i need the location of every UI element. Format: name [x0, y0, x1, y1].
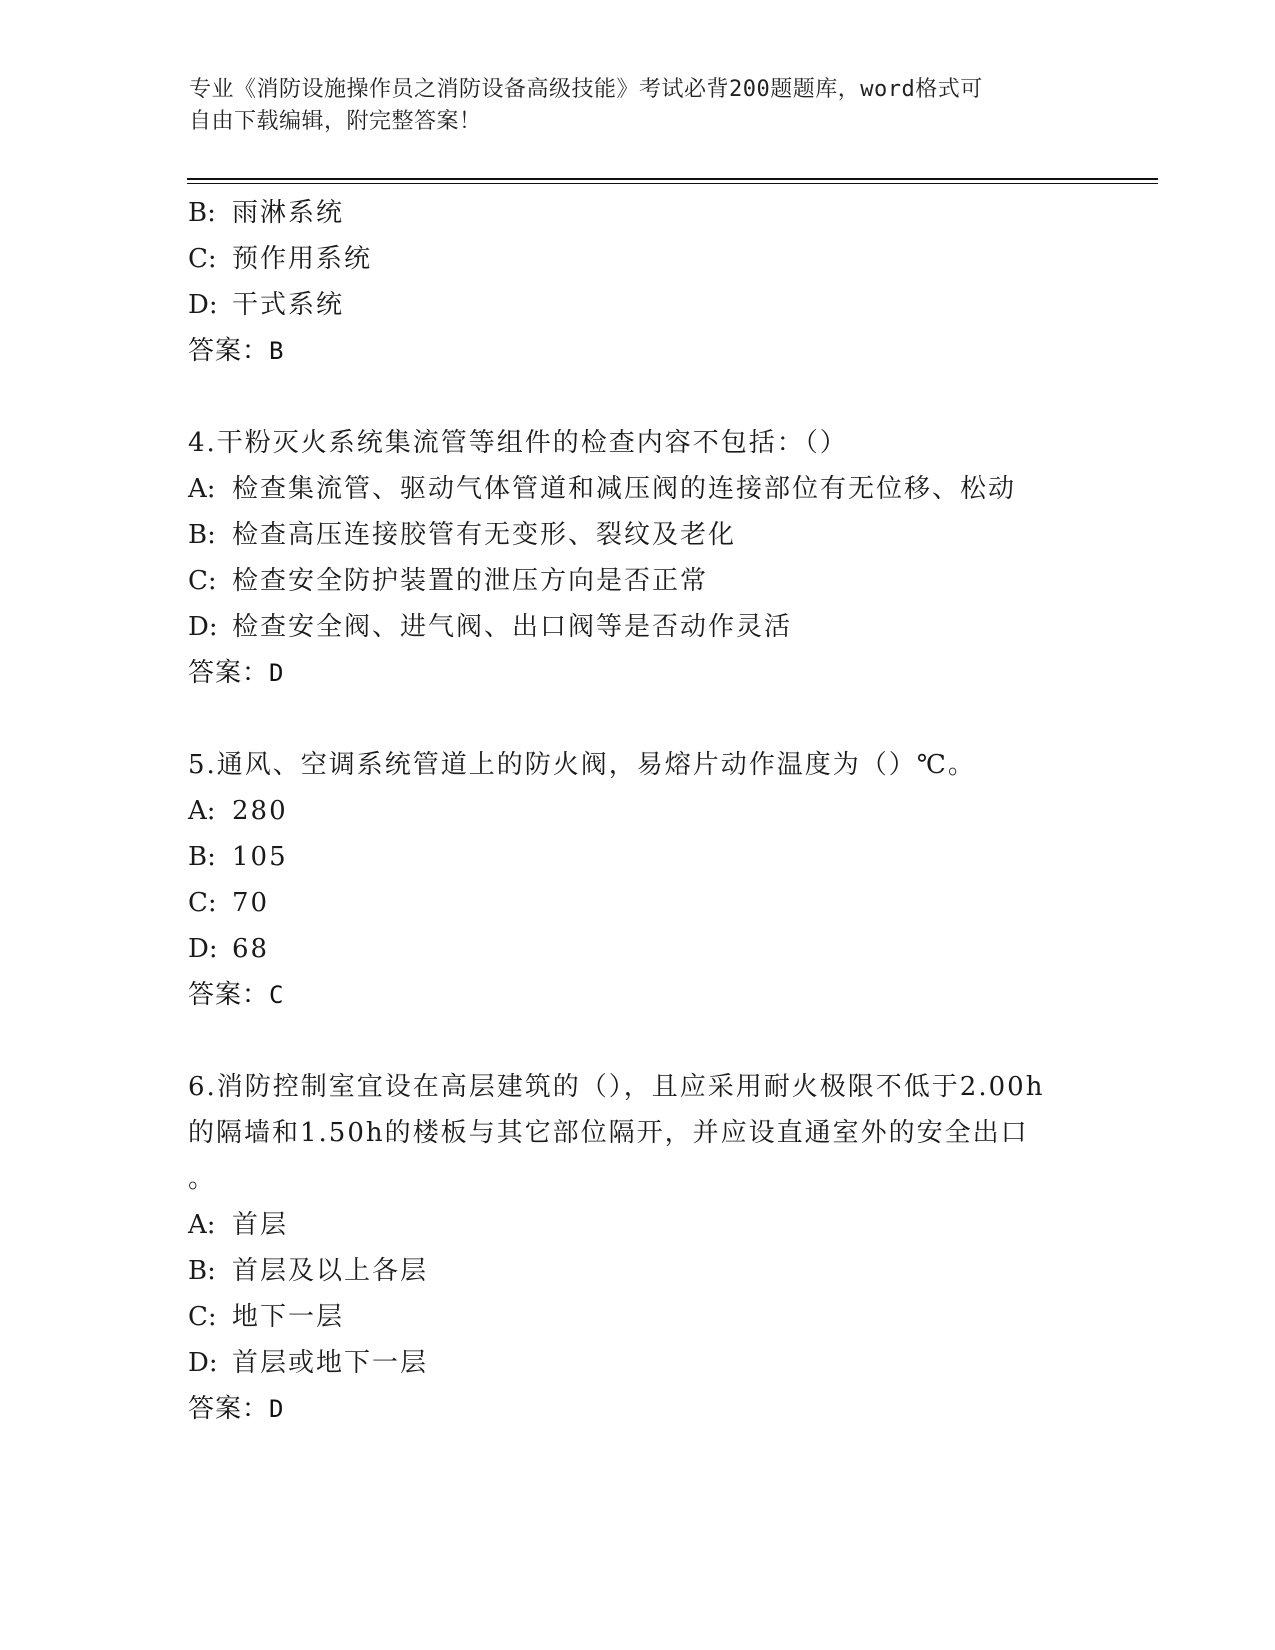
question-6	[188, 1064, 1188, 1432]
question-stem-line-1: 6.消防控制室宜设在高层建筑的（），且应采用耐火极限不低于2.00h	[188, 1072, 1045, 1102]
option-key: D:	[188, 290, 218, 320]
option-key: A:	[188, 1210, 216, 1240]
option-text: 首层或地下一层	[232, 1348, 429, 1378]
question-5	[188, 742, 1188, 1018]
option-text: 预作用系统	[232, 244, 373, 274]
option-c	[188, 1294, 1188, 1340]
answer-label: 答案：	[188, 336, 270, 366]
option-b	[188, 1248, 1188, 1294]
answer-line	[188, 328, 1188, 374]
question-gap	[188, 696, 1188, 742]
option-text: 干式系统	[232, 290, 345, 320]
header-divider-thin	[187, 183, 1158, 184]
option-key: B:	[188, 520, 216, 550]
question-gap	[188, 1018, 1188, 1064]
option-key: C:	[188, 888, 217, 918]
option-key: B:	[188, 1256, 216, 1286]
answer-value: D	[269, 659, 285, 687]
header-line-2: 自由下载编辑，附完整答案！	[189, 109, 482, 134]
option-text: 首层	[232, 1210, 289, 1240]
option-text: 检查集流管、驱动气体管道和减压阀的连接部位有无位移、松动	[232, 474, 1017, 504]
option-c	[188, 880, 1188, 926]
option-d	[188, 282, 1188, 328]
option-d	[188, 1340, 1188, 1386]
option-text: 检查安全阀、进气阀、出口阀等是否动作灵活	[232, 612, 793, 642]
option-d	[188, 604, 1188, 650]
option-a	[188, 1202, 1188, 1248]
answer-label: 答案：	[188, 980, 270, 1010]
header-divider-thick	[187, 178, 1158, 180]
question-stem-line-2: 的隔墙和1.50h的楼板与其它部位隔开，并应设直通室外的安全出口	[188, 1118, 1029, 1148]
option-key: A:	[188, 796, 216, 826]
answer-label: 答案：	[188, 1394, 270, 1424]
option-b	[188, 512, 1188, 558]
answer-value: D	[269, 1395, 285, 1423]
document-header	[189, 74, 1069, 138]
option-text: 280	[232, 796, 288, 826]
answer-line	[188, 650, 1188, 696]
option-key: C:	[188, 566, 217, 596]
option-key: D:	[188, 934, 218, 964]
option-key: D:	[188, 612, 218, 642]
option-key: C:	[188, 1302, 217, 1332]
option-b	[188, 190, 1188, 236]
question-list	[188, 190, 1188, 1432]
question-stem: 4.干粉灭火系统集流管等组件的检查内容不包括：（）	[188, 428, 848, 458]
option-d	[188, 926, 1188, 972]
question-gap	[188, 374, 1188, 420]
option-text: 雨淋系统	[232, 198, 345, 228]
option-key: C:	[188, 244, 217, 274]
answer-line	[188, 972, 1188, 1018]
answer-value: C	[269, 981, 285, 1009]
option-key: B:	[188, 842, 216, 872]
question-stem: 5.通风、空调系统管道上的防火阀，易熔片动作温度为（）℃。	[188, 750, 976, 780]
option-b	[188, 834, 1188, 880]
option-text: 地下一层	[232, 1302, 345, 1332]
answer-line	[188, 1386, 1188, 1432]
option-text: 首层及以上各层	[232, 1256, 429, 1286]
answer-value: B	[269, 337, 285, 365]
option-c	[188, 236, 1188, 282]
question-3-tail	[188, 190, 1188, 374]
answer-label: 答案：	[188, 658, 270, 688]
option-text: 检查高压连接胶管有无变形、裂纹及老化	[232, 520, 737, 550]
question-4	[188, 420, 1188, 696]
option-a	[188, 788, 1188, 834]
header-line-1: 专业《消防设施操作员之消防设备高级技能》考试必背200题题库，word格式可	[189, 77, 983, 102]
option-key: B:	[188, 198, 216, 228]
option-text: 105	[232, 842, 288, 872]
option-a	[188, 466, 1188, 512]
option-key: A:	[188, 474, 216, 504]
option-text: 70	[232, 888, 270, 918]
option-text: 检查安全防护装置的泄压方向是否正常	[232, 566, 709, 596]
option-text: 68	[232, 934, 270, 964]
option-c	[188, 558, 1188, 604]
question-stem-line-3: 。	[188, 1164, 217, 1194]
option-key: D:	[188, 1348, 218, 1378]
